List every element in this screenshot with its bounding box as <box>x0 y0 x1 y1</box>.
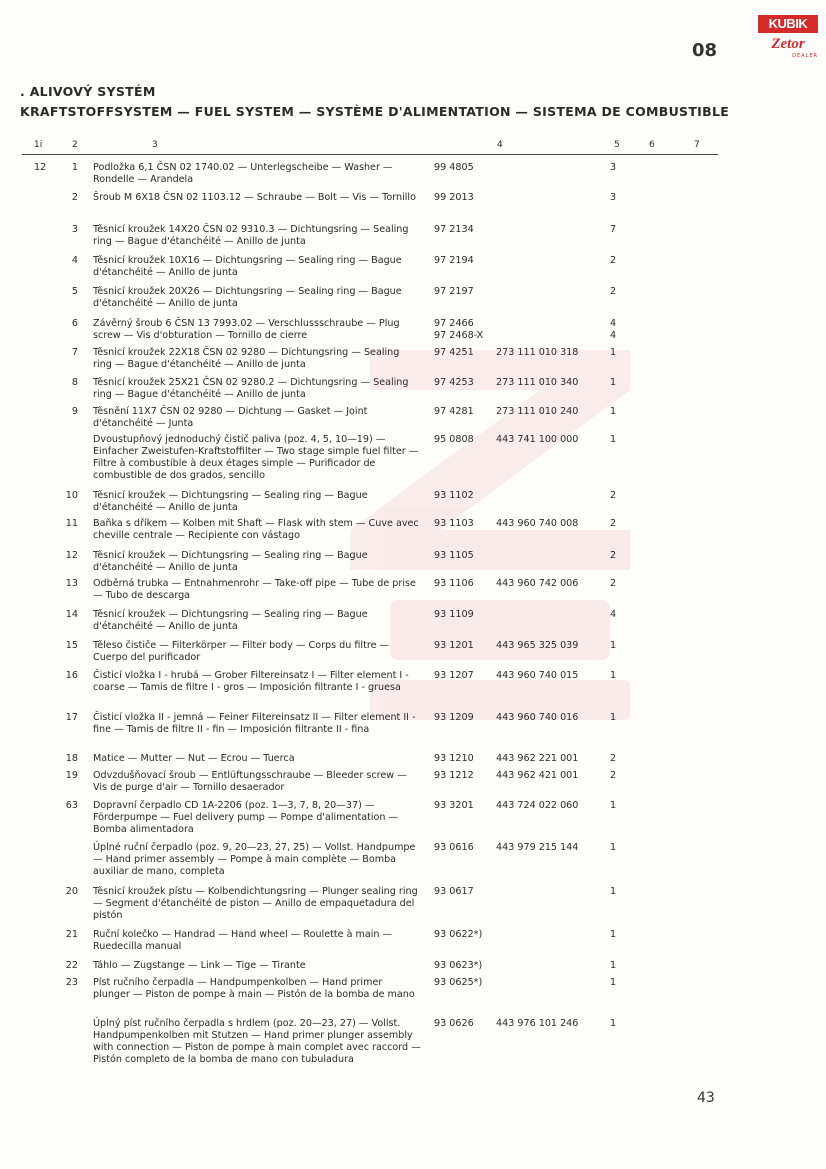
row-description: Úplný píst ručního čerpadla s hrdlem (poz. 20—23, 27) — Vollst. Handpumpenkolben mit Stutzen — Hand primer plunger assembly with connection — Piston de pompe à main complet avec raccord — Pistón completo de la bomba de mano con tubuladura <box>93 1018 421 1065</box>
row-part-number: 443 960 740 008 <box>496 518 579 529</box>
row-catalog-number: 93 1103 <box>434 518 474 529</box>
section-title-multilang: KRAFTSTOFFSYSTEM — FUEL SYSTEM — SYSTÈME D'ALIMENTATION — SISTEMA DE COMBUSTIBLE <box>20 104 730 119</box>
row-catalog-number: 93 1105 <box>434 550 474 561</box>
section-title-cz: . ALIVOVÝ SYSTÉM <box>20 84 156 99</box>
logo-tag: DEALER <box>792 53 818 59</box>
row-quantity: 1 <box>610 670 617 681</box>
row-catalog-number: 93 1207 <box>434 670 474 681</box>
row-catalog-number: 97 2134 <box>434 224 474 235</box>
page-number: 43 <box>697 1090 715 1106</box>
row-quantity: 1 <box>610 377 617 388</box>
row-catalog-number: 93 3201 <box>434 800 474 811</box>
row-description: Matice — Mutter — Nut — Ecrou — Tuerca <box>93 753 295 764</box>
row-description: Těleso čističe — Filterkörper — Filter body — Corps du filtre — Cuerpo del purificador <box>93 640 390 663</box>
row-position: 8 <box>71 377 78 388</box>
row-quantity: 2 <box>610 518 617 529</box>
row-quantity: 1 <box>610 977 617 988</box>
row-quantity: 1 <box>610 800 617 811</box>
row-position: 12 <box>65 550 78 561</box>
row-catalog-number: 99 2013 <box>434 192 474 203</box>
row-description: Ruční kolečko — Handrad — Hand wheel — Roulette à main — Ruedecilla manual <box>93 929 393 952</box>
row-quantity: 2 <box>610 578 617 589</box>
row-quantity: 1 <box>610 960 617 971</box>
col-header-4: 4 <box>497 140 503 150</box>
col-header-6: 6 <box>649 140 655 150</box>
row-part-number: 443 741 100 000 <box>496 434 579 445</box>
row-part-number: 443 962 221 001 <box>496 753 579 764</box>
row-quantity: 2 <box>610 255 617 266</box>
row-description: Těsnicí kroužek pístu — Kolbendichtungsring — Plunger sealing ring — Segment d'étanchéité de piston — Anillo de empaquetadura del pistón <box>93 886 418 921</box>
row-position: 63 <box>65 800 78 811</box>
row-quantity: 1 <box>610 406 617 417</box>
row-position: 22 <box>65 960 78 971</box>
row-part-number: 273 111 010 340 <box>496 377 579 388</box>
table-row <box>0 1018 720 1078</box>
row-catalog-number: 93 0625*) <box>434 977 483 988</box>
row-catalog-number: 93 1201 <box>434 640 474 651</box>
row-position: 14 <box>65 609 78 620</box>
row-description: Těsnicí kroužek 22X18 ČSN 02 9280 — Dichtungsring — Sealing ring — Bague d'étanchéité — Anillo de junta <box>93 347 400 370</box>
row-position: 13 <box>65 578 78 589</box>
row-position: 11 <box>65 518 78 529</box>
row-description: Dvoustupňový jednoduchý čistič paliva (poz. 4, 5, 10—19) — Einfacher Zweistufen-Kraftstoffilter — Two stage simple fuel filter — Filtre à combustible à deux étages simple — Purificador de combustible de dos grados, sencillo <box>93 434 419 481</box>
row-description: Těsnicí kroužek 25X21 ČSN 02 9280.2 — Dichtungsring — Sealing ring — Bague d'étanchéité — Anillo de junta <box>93 377 409 400</box>
row-position: 16 <box>65 670 78 681</box>
row-quantity: 1 <box>610 886 617 897</box>
row-position: 2 <box>71 192 78 203</box>
row-description: Čisticí vložka II - jemná — Feiner Filtereinsatz II — Filter element II - fine — Tamis de filtre II - fin — Imposición filtrante II - fina <box>93 712 416 735</box>
row-position: 6 <box>71 318 78 329</box>
row-catalog-number: 95 0808 <box>434 434 474 445</box>
row-position: 1 <box>71 162 78 173</box>
row-part-number: 443 960 740 016 <box>496 712 579 723</box>
row-description: Těsnicí kroužek — Dichtungsring — Sealing ring — Bague d'étanchéité — Anillo de junta <box>93 609 368 632</box>
row-catalog-number: 93 0626 <box>434 1018 474 1029</box>
row-description: Dopravní čerpadlo CD 1A-2206 (poz. 1—3, 7, 8, 20—37) — Förderpumpe — Fuel delivery pump — Pompe d'alimentation — Bomba alimentadora <box>93 800 399 835</box>
row-position: 15 <box>65 640 78 651</box>
row-position: 10 <box>65 490 78 501</box>
row-quantity: 2 <box>610 550 617 561</box>
row-quantity: 1 <box>610 434 617 445</box>
row-catalog-number: 93 0616 <box>434 842 474 853</box>
table-row <box>0 434 720 494</box>
row-catalog-number: 93 1106 <box>434 578 474 589</box>
row-description: Čisticí vložka I - hrubá — Grober Filtereinsatz I — Filter element I - coarse — Tamis de filtre I - gros — Imposición filtrante I - gruesa <box>93 670 409 693</box>
row-position: 4 <box>71 255 78 266</box>
row-catalog-number: 93 1102 <box>434 490 474 501</box>
row-quantity: 1 <box>610 347 617 358</box>
row-position: 19 <box>65 770 78 781</box>
row-description: Píst ručního čerpadla — Handpumpenkolben — Hand primer plunger — Piston de pompe à main — Pistón de la bomba de mano <box>93 977 415 1000</box>
row-position: 5 <box>71 286 78 297</box>
row-quantity: 3 <box>610 162 617 173</box>
col-header-2: 2 <box>72 140 78 150</box>
row-part-number: 443 965 325 039 <box>496 640 579 651</box>
col-header-1: 1i <box>34 140 43 150</box>
col-header-5: 5 <box>614 140 620 150</box>
col-header-7: 7 <box>694 140 700 150</box>
col-header-3: 3 <box>152 140 158 150</box>
row-position: 20 <box>65 886 78 897</box>
row-quantity: 2 <box>610 770 617 781</box>
row-part-number: 443 960 740 015 <box>496 670 579 681</box>
row-description: Odběrná trubka — Entnahmenrohr — Take-off pipe — Tube de prise — Tubo de descarga <box>93 578 416 601</box>
row-quantity: 4 <box>610 609 617 620</box>
row-description: Těsnicí kroužek 14X20 ČSN 02 9310.3 — Dichtungsring — Sealing ring — Bague d'étanchéité — Anillo de junta <box>93 224 409 247</box>
row-description: Odvzdušňovací šroub — Entlüftungsschraube — Bleeder screw — Vis de purge d'air — Tornillo desaerador <box>93 770 407 793</box>
row-description: Baňka s dříkem — Kolben mit Shaft — Flask with stem — Cuve avec cheville centrale — Recipiente con vástago <box>93 518 419 541</box>
row-quantity: 3 <box>610 192 617 203</box>
row-catalog-number: 93 0622*) <box>434 929 483 940</box>
row-catalog-number: 99 4805 <box>434 162 474 173</box>
row-catalog-number: 97 4253 <box>434 377 474 388</box>
row-quantity: 1 <box>610 712 617 723</box>
row-group: 12 <box>34 162 47 173</box>
row-part-number: 443 960 742 006 <box>496 578 579 589</box>
row-part-number: 443 979 215 144 <box>496 842 579 853</box>
row-description: Těsnění 11X7 ČSN 02 9280 — Dichtung — Gasket — Joint d'étanchéité — Junta <box>93 406 368 429</box>
logo-sub: Zetor <box>771 36 805 52</box>
row-quantity: 2 <box>610 490 617 501</box>
row-quantity: 1 <box>610 640 617 651</box>
row-position: 18 <box>65 753 78 764</box>
section-number: 08 <box>692 40 718 61</box>
row-description: Podložka 6,1 ČSN 02 1740.02 — Unterlegscheibe — Washer — Rondelle — Arandela <box>93 162 393 185</box>
row-catalog-number: 93 1210 <box>434 753 474 764</box>
row-quantity: 1 <box>610 929 617 940</box>
row-part-number: 273 111 010 240 <box>496 406 579 417</box>
row-part-number: 273 111 010 318 <box>496 347 579 358</box>
row-position: 23 <box>65 977 78 988</box>
row-description: Těsnicí kroužek — Dichtungsring — Sealing ring — Bague d'étanchéité — Anillo de junta <box>93 550 368 573</box>
row-catalog-number: 93 0617 <box>434 886 474 897</box>
row-catalog-number: 97 2194 <box>434 255 474 266</box>
row-catalog-number: 93 0623*) <box>434 960 483 971</box>
kubik-zetor-logo <box>758 15 818 71</box>
row-catalog-number: 93 1212 <box>434 770 474 781</box>
row-quantity: 1 <box>610 842 617 853</box>
row-description: Úplné ruční čerpadlo (poz. 9, 20—23, 27, 25) — Vollst. Handpumpe — Hand primer assembly — Pompe à main complète — Bomba auxiliar de mano, completa <box>93 842 416 877</box>
row-quantity: 4 4 <box>610 318 617 341</box>
row-part-number: 443 976 101 246 <box>496 1018 579 1029</box>
row-catalog-number: 93 1209 <box>434 712 474 723</box>
row-description: Táhlo — Zugstange — Link — Tige — Tirante <box>93 960 306 971</box>
row-description: Šroub M 6X18 ČSN 02 1103.12 — Schraube — Bolt — Vis — Tornillo <box>93 192 416 203</box>
row-position: 21 <box>65 929 78 940</box>
row-quantity: 2 <box>610 753 617 764</box>
row-catalog-number: 97 4251 <box>434 347 474 358</box>
row-description: Těsnicí kroužek 20X26 — Dichtungsring — Sealing ring — Bague d'étanchéité — Anillo de junta <box>93 286 402 309</box>
row-part-number: 443 724 022 060 <box>496 800 579 811</box>
table-header <box>22 140 718 155</box>
row-quantity: 2 <box>610 286 617 297</box>
row-description: Těsnicí kroužek 10X16 — Dichtungsring — Sealing ring — Bague d'étanchéité — Anillo de junta <box>93 255 402 278</box>
row-catalog-number: 97 2466 97 2468-X <box>434 318 484 341</box>
row-position: 7 <box>71 347 78 358</box>
row-description: Závěrný šroub 6 ČSN 13 7993.02 — Verschlussschraube — Plug screw — Vis d'obturation — Tornillo de cierre <box>93 318 400 341</box>
row-position: 9 <box>71 406 78 417</box>
row-position: 17 <box>65 712 78 723</box>
row-catalog-number: 93 1109 <box>434 609 474 620</box>
row-catalog-number: 97 4281 <box>434 406 474 417</box>
row-position: 3 <box>71 224 78 235</box>
row-catalog-number: 97 2197 <box>434 286 474 297</box>
row-quantity: 7 <box>610 224 617 235</box>
logo-brand: KUBIK <box>758 15 818 33</box>
row-description: Těsnicí kroužek — Dichtungsring — Sealing ring — Bague d'étanchéité — Anillo de junta <box>93 490 368 513</box>
row-part-number: 443 962 421 001 <box>496 770 579 781</box>
row-quantity: 1 <box>610 1018 617 1029</box>
